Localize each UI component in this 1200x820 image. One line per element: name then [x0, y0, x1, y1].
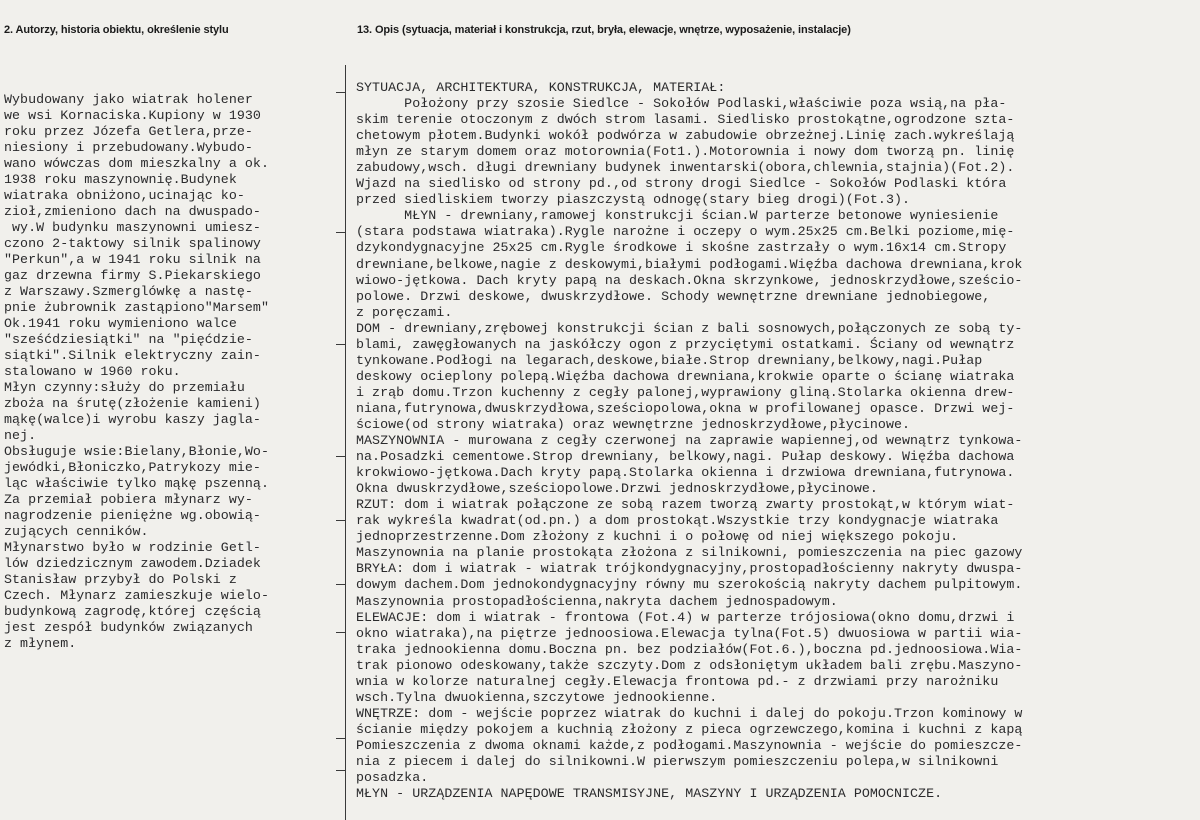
margin-tick [336, 738, 345, 739]
history-text-line: "sześćdziesiątki" na "pięćdzie- [4, 332, 253, 347]
description-text-line: dzykondygnacyjne 25x25 cm.Rygle środkowe i skośne zastrzały o wym.16x14 cm.Stropy [356, 240, 1007, 256]
history-text-line: z młynem. [4, 636, 77, 651]
section-2-header: 2. Autorzy, historia obiektu, określenie stylu [4, 24, 229, 36]
history-text-line: gaz drzewna firmy S.Piekarskiego [4, 268, 261, 283]
history-text-line: Młynarstwo było w rodzinie Getl- [4, 540, 261, 555]
description-text-line: ścianie między pokojem a kuchnią złożony z pieca ogrzewczego,komina i kuchni z kapą [356, 721, 1023, 737]
history-text-line: Za przemiał pobiera młynarz wy- [4, 492, 253, 507]
description-text-line: WNĘTRZE: dom - wejście poprzez wiatrak do kuchni i dalej do pokoju.Trzon kominowy w [356, 705, 1023, 721]
description-text-line: Maszynownia prostopadłościenna,nakryta dachem jednospadowym. [356, 593, 838, 609]
history-text-line: we wsi Kornaciska.Kupiony w 1930 [4, 108, 261, 123]
description-text-line: polowe. Drzwi deskowe, dwuskrzydłowe. Schody wewnętrzne drewniane jednobiegowe, [356, 288, 991, 304]
description-text-line: Okna dwuskrzydłowe,sześciopolowe.Drzwi jednoskrzydłowe,płycinowe. [356, 481, 878, 497]
history-text-line: wy.W budynku maszynowni umiesz- [4, 220, 261, 235]
history-text-column [4, 92, 338, 652]
description-text-line: DOM - drewniany,zrębowej konstrukcji ścian z bali sosnowych,połączonych ze sobą ty- [356, 320, 1023, 336]
description-text-line: jednoprzestrzenne.Dom złożony z kuchni i o połowę od niej większego pokoju. [356, 529, 959, 545]
description-text-line: dowym dachem.Dom jednokondygnacyjny równy mu szerokością nakryty dachem pulpitowym. [356, 577, 1023, 593]
history-text-line: "Perkun",a w 1941 roku silnik na [4, 252, 261, 267]
history-text-line: siątki".Silnik elektryczny zain- [4, 348, 261, 363]
section-13-header: 13. Opis (sytuacja, materiał i konstrukcja, rzut, bryła, elewacje, wnętrze, wyposażenie, instalacje) [357, 24, 851, 36]
history-text-line: mąkę(walce)i wyrobu kaszy jagla- [4, 412, 261, 427]
description-text-line: RZUT: dom i wiatrak połączone ze sobą razem tworzą zwarty prostokąt,w którym wiat- [356, 497, 1015, 513]
history-text-line: Stanisław przybył do Polski z [4, 572, 237, 587]
description-text-line: nia z piecem i dalej do silnikowni.W pierwszym pomieszczeniu polepa,w silnikowni [356, 753, 999, 769]
history-text-line: wano wówczas dom mieszkalny a ok. [4, 156, 269, 171]
description-text-line: MŁYN - URZĄDZENIA NAPĘDOWE TRANSMISYJNE, MASZYNY I URZĄDZENIA POMOCNICZE. [356, 786, 943, 802]
description-text-line: traka jednookienna domu.Boczna pn. bez podziałów(Fot.6.),boczna pd.jednoosiowa.Wia- [356, 641, 1023, 657]
history-text-line: Wybudowany jako wiatrak holener [4, 92, 253, 107]
history-text-line: niesiony i przebudowany.Wybudo- [4, 140, 253, 155]
history-text-line: nagrodzenie pieniężne wg.obowią- [4, 508, 261, 523]
description-text-line: SYTUACJA, ARCHITEKTURA, KONSTRUKCJA, MATERIAŁ: [356, 80, 726, 95]
description-text-line: chetowym płotem.Budynki wokół podwórza w zabudowie obrzeżnej.Linię zach.wykreślają [356, 128, 1015, 144]
description-text-column [356, 80, 1196, 802]
history-text-line: pnie żubrownik zastąpiono"Marsem" [4, 300, 269, 315]
history-text-line: Młyn czynny:służy do przemiału [4, 380, 245, 395]
description-text-line: blami, zawęgłowanych na jaskółczy ogon z przyciętymi ostatkami. Ściany od wewnątrz [356, 336, 1015, 352]
description-text-line: młyn ze starym domem oraz motorownia(Fot1.).Motorownia i nowy dom tworzą pn. linię [356, 144, 1015, 160]
history-text-line: jewódki,Błoniczko,Patrykozy mie- [4, 460, 261, 475]
history-text-line: z Warszawy.Szmerglówkę a nastę- [4, 284, 253, 299]
history-text-line: ląc właściwie tylko mąkę pszenną. [4, 476, 269, 491]
history-text-line: jest zespół budynków związanych [4, 620, 253, 635]
history-text-line: Ok.1941 roku wymieniono walce [4, 316, 237, 331]
history-text-line: nej. [4, 428, 37, 443]
description-text-line: wiowo-jętkowa. Dach kryty papą na deskach.Okna skrzynkowe, jednoskrzydłowe,sześcio- [356, 272, 1023, 288]
description-text-line: tynkowane.Podłogi na legarach,deskowe,białe.Strop drewniany,belkowy,nagi.Pułap [356, 352, 983, 368]
description-text-line: drewniane,belkowe,nagie z deskowymi,białymi podłogami.Więźba dachowa drewniana,krok [356, 256, 1023, 272]
history-text-line: budynkową zagrodę,której częścią [4, 604, 261, 619]
history-text-line: zboża na śrutę(złożenie kamieni) [4, 396, 261, 411]
description-text-line: trak pionowo odeskowany,także szczyty.Dom z odsłoniętym układem bali zrębu.Maszyno- [356, 657, 1023, 673]
description-text-line: MŁYN - drewniany,ramowej konstrukcji ścian.W parterze betonowe wyniesienie [356, 208, 999, 224]
margin-tick [336, 770, 345, 771]
history-text-line: 1938 roku maszynownię.Budynek [4, 172, 237, 187]
description-text-line: okno wiatraka),na piętrze jednoosiowa.Elewacja tylna(Fot.5) dwuosiowa w partii wia- [356, 625, 1023, 641]
history-text-line: stalowano w 1960 roku. [4, 364, 181, 379]
description-text-line: deskowy ocieplony polepą.Więźba dachowa drewniana,krokwie oparte o ścianę wiatraka [356, 368, 1015, 384]
history-text-line: zioł,zmieniono dach na dwuspado- [4, 204, 261, 219]
description-text-line: wsch.Tylna dwuokienna,szczytowe jednookienne. [356, 689, 718, 705]
description-text-line: zabudowy,wsch. długi drewniany budynek inwentarski(obora,chlewnia,stajnia)(Fot.2). [356, 160, 1015, 176]
description-text-line: rak wykreśla kwadrat(od.pn.) a dom prostokąt.Wszystkie trzy kondygnacje wiatraka [356, 513, 999, 529]
description-text-line: ELEWACJE: dom i wiatrak - frontowa (Fot.4) w parterze trójosiowa(okno domu,drzwi i [356, 609, 1015, 625]
history-text-line: Obsługuje wsie:Bielany,Błonie,Wo- [4, 444, 269, 459]
description-text-line: Maszynownia na planie prostokąta złożona z silnikowni, pomieszczenia na piec gazowy [356, 545, 1023, 561]
description-text-line: niana,futrynowa,dwuskrzydłowa,sześciopolowa,okna w profilowanej opasce. Drzwi wej- [356, 400, 1015, 416]
description-text-line: Położony przy szosie Siedlce - Sokołów Podlaski,właściwie poza wsią,na pła- [356, 96, 1007, 112]
history-text-line: lów dziedzicznym zawodem.Dziadek [4, 556, 261, 571]
history-text-line: zujących cenników. [4, 524, 149, 539]
column-divider [345, 65, 346, 820]
description-text-line: MASZYNOWNIA - murowana z cegły czerwonej na zaprawie wapiennej,od wewnątrz tynkowa- [356, 433, 1023, 449]
description-text-line: i zrąb domu.Trzon kuchenny z cegły palonej,wyprawiony gliną.Stolarka okienna drew- [356, 384, 1015, 400]
description-text-line: wnia w kolorze naturalnej cegły.Elewacja frontowa pd.- z drzwiami przy narożniku [356, 673, 999, 689]
description-text-line: przed siedliskiem tworzy piaszczystą odnogę(stary bieg drogi)(Fot.3). [356, 192, 911, 208]
description-text-line: posadzka. [356, 770, 429, 786]
history-text-line: Czech. Młynarz zamieszkuje wielo- [4, 588, 269, 603]
description-text-line: Wjazd na siedlisko od strony pd.,od strony drogi Siedlce - Sokołów Podlaski która [356, 176, 1007, 192]
history-text-line: czono 2-taktowy silnik spalinowy [4, 236, 261, 251]
history-text-line: roku przez Józefa Getlera,prze- [4, 124, 253, 139]
description-text-line: ściowe(od strony wiatraka) oraz wewnętrzne jednoskrzydłowe,płycinowe. [356, 416, 911, 432]
description-text-line: z poręczami. [356, 304, 453, 320]
description-text-line: na.Posadzki cementowe.Strop drewniany, belkowy,nagi. Pułap deskowy. Więźba dachowa [356, 449, 1015, 465]
description-text-line: Pomieszczenia z dwoma oknami każde,z podłogami.Maszynownia - wejście do pomieszcze- [356, 737, 1023, 753]
description-text-line: skim terenie otoczonym z dwóch strom lasami. Siedlisko prostokątne,ogrodzone szta- [356, 112, 1015, 128]
description-text-line: krokwiowo-jętkowa.Dach kryty papą.Stolarka okienna i drzwiowa drewniana,futrynowa. [356, 465, 1015, 481]
description-text-line: (stara podstawa wiatraka).Rygle narożne i oczepy o wym.25x25 cm.Belki poziome,mię- [356, 224, 1015, 240]
description-text-line: BRYŁA: dom i wiatrak - wiatrak trójkondygnacyjny,prostopadłościenny nakryty dwuspa- [356, 561, 1023, 577]
history-text-line: wiatraka obniżono,ucinając ko- [4, 188, 245, 203]
